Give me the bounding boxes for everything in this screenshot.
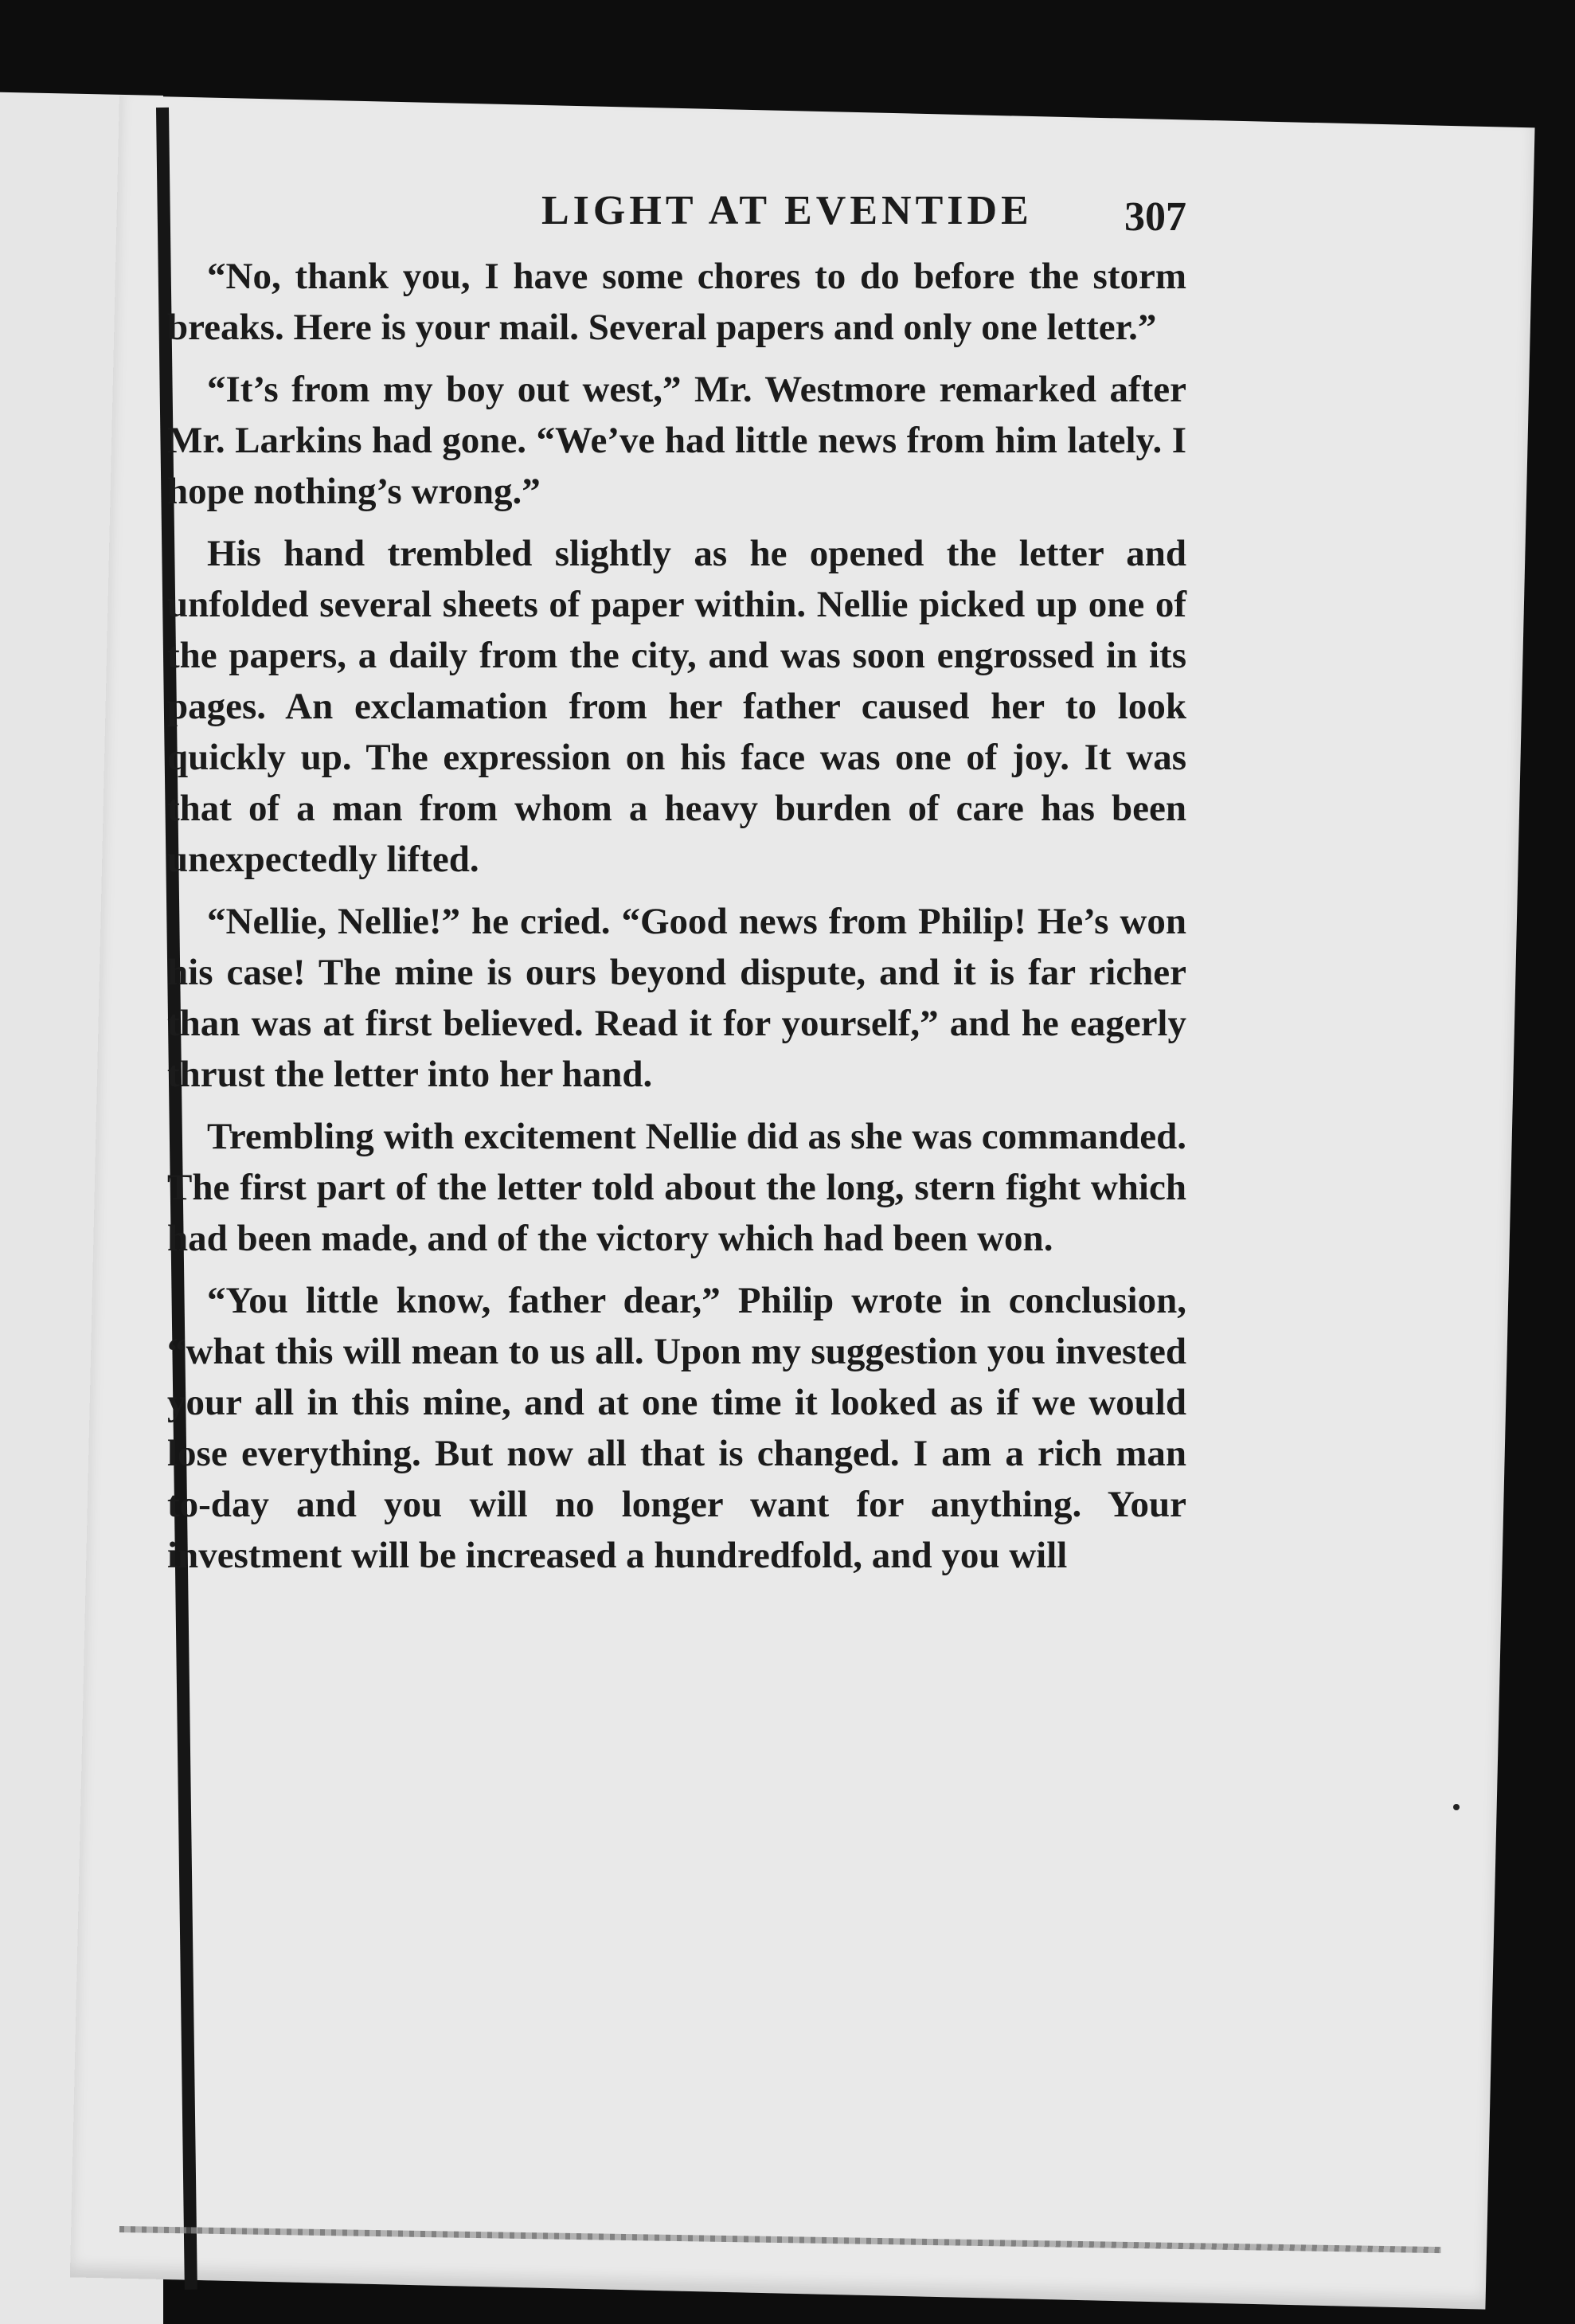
page-number: 307: [1124, 194, 1186, 240]
running-head: [167, 187, 1186, 251]
scan-speck: [1453, 1804, 1460, 1810]
running-title: LIGHT AT EVENTIDE: [541, 188, 1033, 233]
paragraph: Trembling with excitement Nellie did as she was commanded. The first part of the letter told about the long, stern fight which had been made, and of the victory which had been won.: [167, 1116, 1186, 1259]
paragraph: “It’s from my boy out west,” Mr. Westmore remarked after Mr. Larkins had gone. “We’ve had little news from him lately. I hope nothing’s wrong.”: [167, 369, 1186, 512]
paragraph: “No, thank you, I have some chores to do before the storm breaks. Here is your mail. Several papers and only one letter.”: [167, 256, 1186, 348]
paragraph: “Nellie, Nellie!” he cried. “Good news from Philip! He’s won his case! The mine is ours beyond dispute, and it is far richer than was at first believed. Read it for yourself,” and he eagerly thrust the letter into her hand.: [167, 901, 1186, 1095]
page-text: [167, 187, 1186, 1592]
paragraph: His hand trembled slightly as he opened the letter and unfolded several sheets of paper within. Nellie picked up one of the papers, a daily from the city, and was soon engrossed in its pages. An exclamation from her father caused her to look quickly up. The expression on his face was one of joy. It was that of a man from whom a heavy burden of care has been unexpectedly lifted.: [167, 533, 1186, 880]
paragraph: “You little know, father dear,” Philip wrote in conclusion, “what this will mean to us all. Upon my suggestion you invested your all in this mine, and at one time it looked as if we would lose everything. But now all that is changed. I am a rich man to-day and you will no longer want for anything. Your investment will be increased a hundredfold, and you will: [167, 1280, 1186, 1576]
